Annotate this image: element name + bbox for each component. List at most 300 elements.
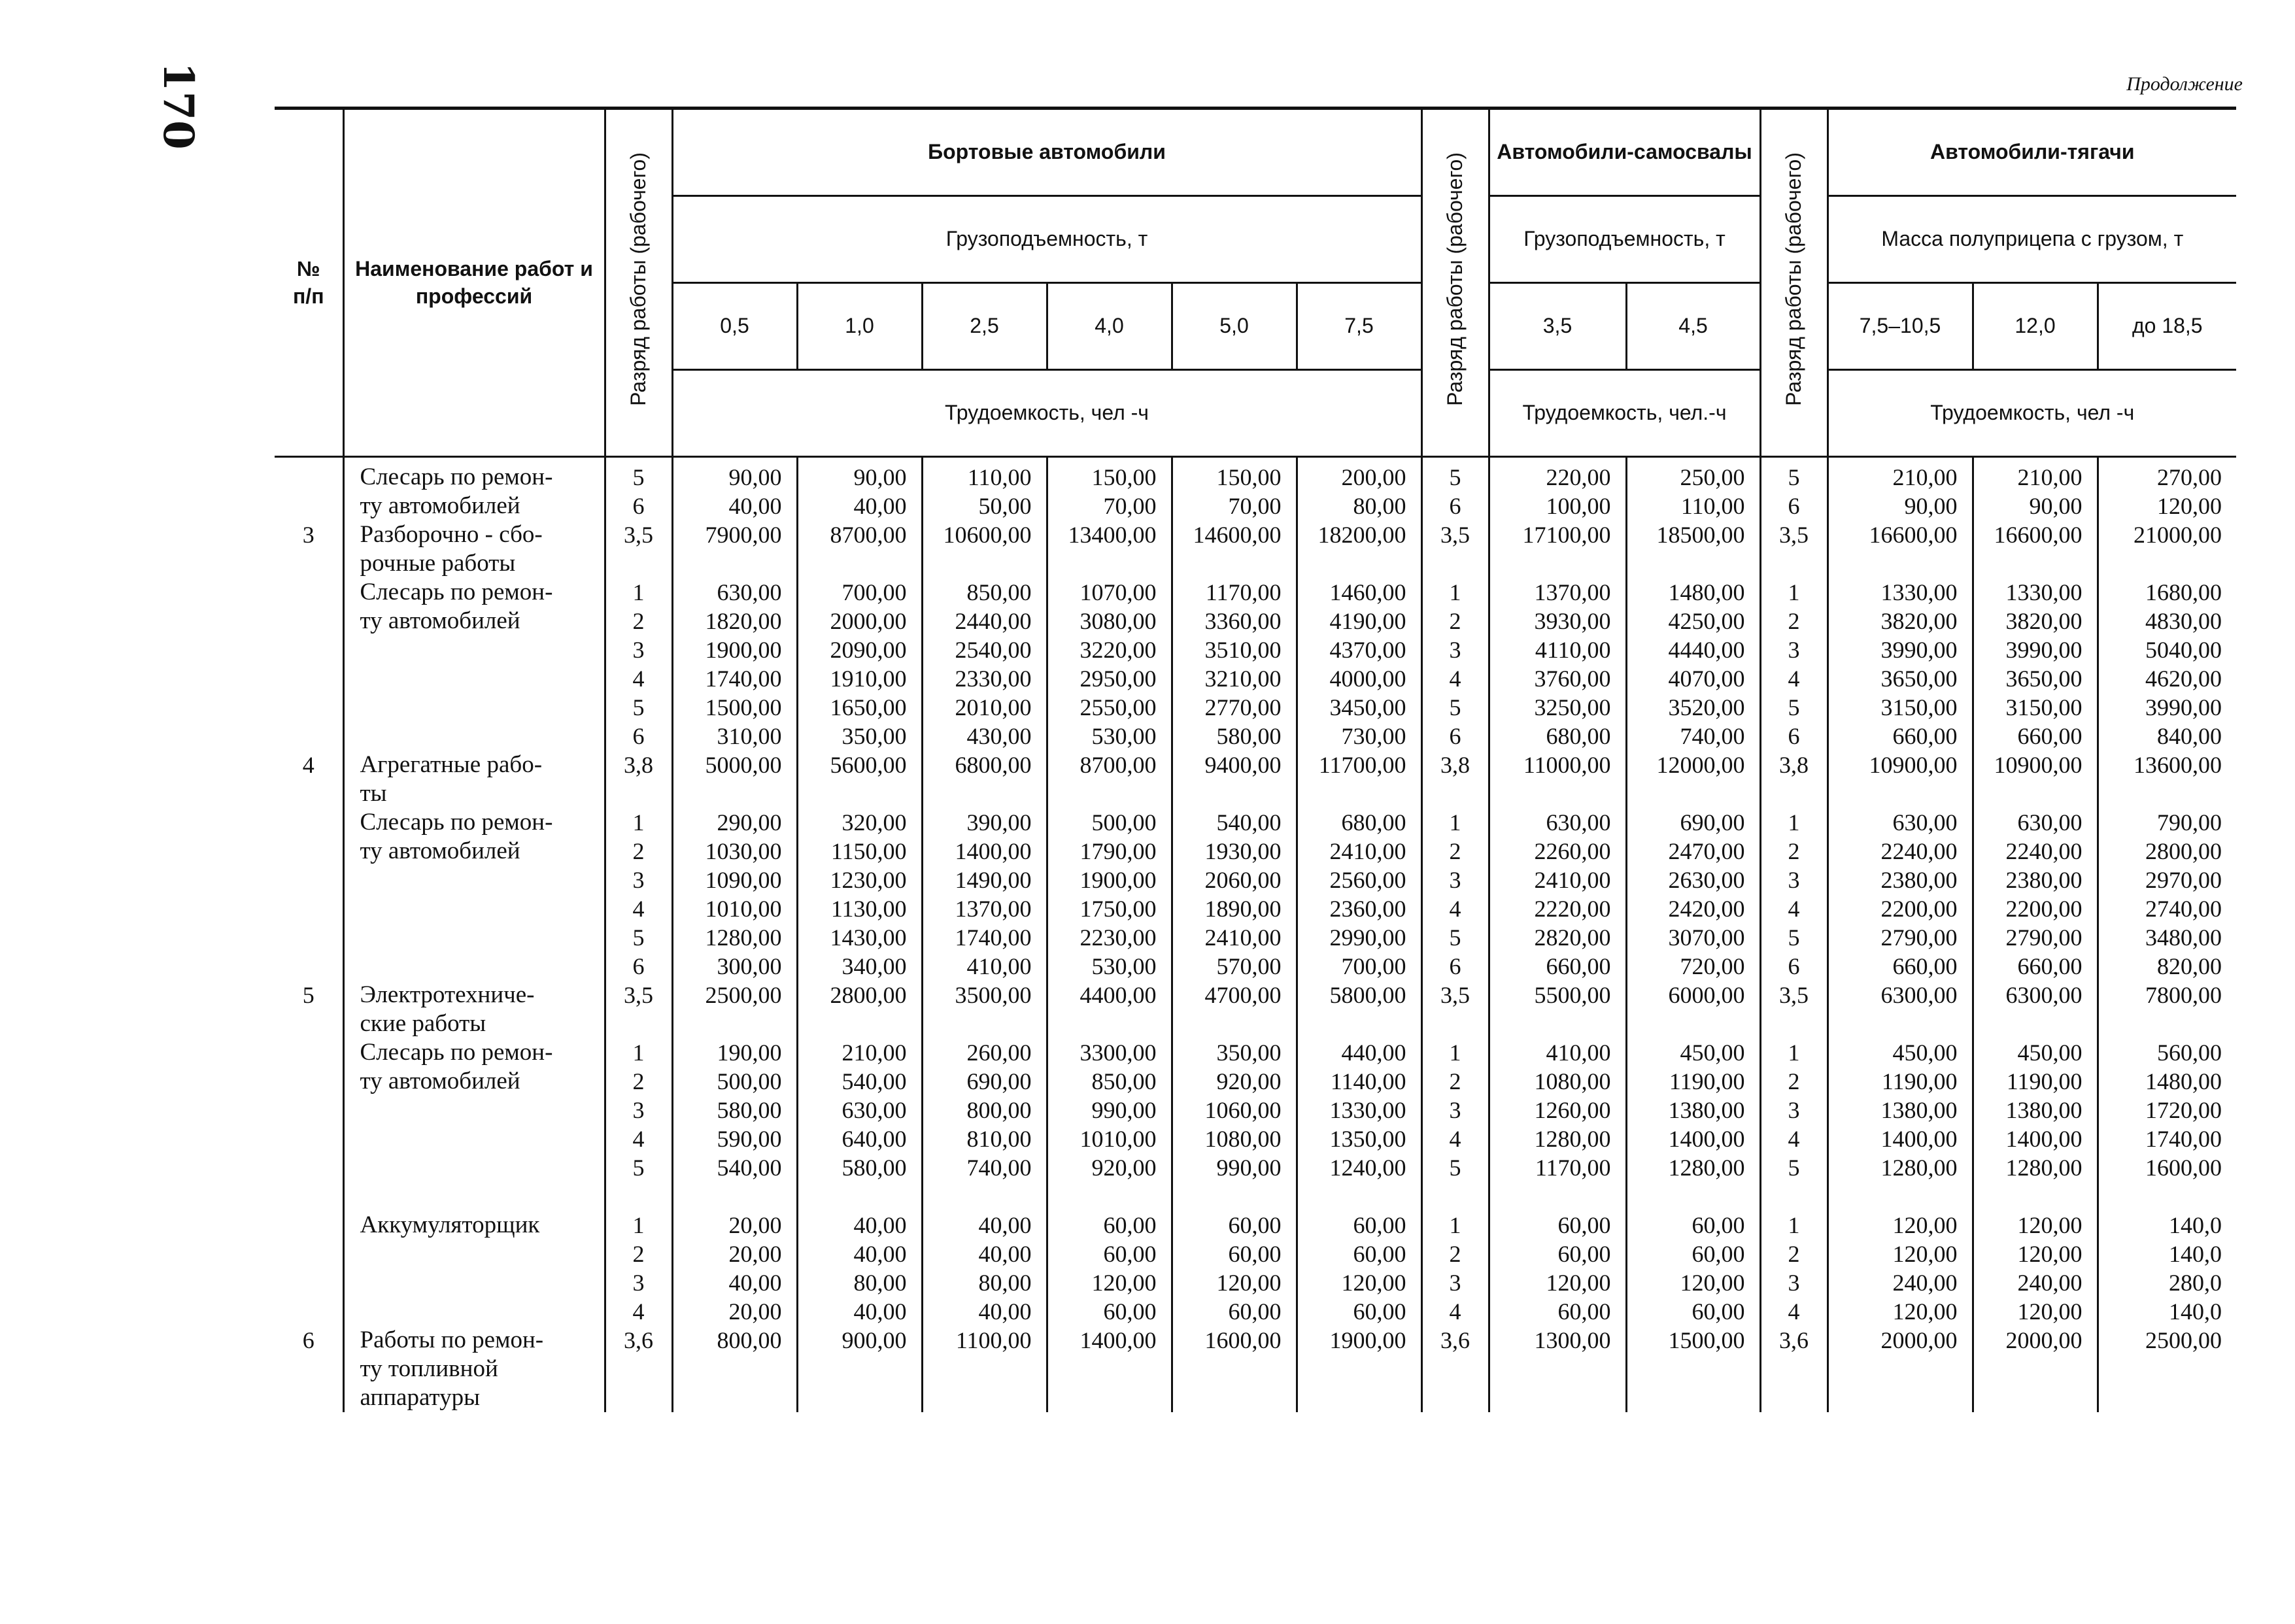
col-grade-1: Разряд работы (рабочего) (605, 109, 672, 457)
table-row (275, 894, 2236, 923)
table-row (275, 578, 2236, 607)
tractor-value: 270,00 (2098, 457, 2236, 492)
flatbed-value: 260,00 (922, 1038, 1047, 1067)
flatbed-value (672, 549, 797, 578)
tractor-value: 120,00 (1973, 1211, 2098, 1240)
row-number (275, 492, 343, 520)
grade-dump (1421, 1355, 1489, 1383)
grade-dump: 4 (1421, 1297, 1489, 1326)
flatbed-value: 60,00 (1047, 1297, 1172, 1326)
flatbed-value: 200,00 (1297, 457, 1421, 492)
tractor-value (1828, 1383, 1973, 1412)
table-header (275, 109, 2236, 457)
flatbed-value: 1930,00 (1172, 837, 1297, 866)
flatbed-value: 1130,00 (797, 894, 922, 923)
flatbed-value (1047, 1009, 1172, 1038)
flatbed-capacity-0: 0,5 (672, 283, 797, 370)
table-row (275, 1038, 2236, 1067)
grade-dump (1421, 1182, 1489, 1211)
grade-tractor: 5 (1760, 693, 1828, 722)
row-number (275, 779, 343, 808)
flatbed-value: 1060,00 (1172, 1096, 1297, 1125)
tractor-value: 210,00 (1973, 457, 2098, 492)
row-number (275, 607, 343, 635)
grade-tractor: 3 (1760, 635, 1828, 664)
flatbed-value: 3300,00 (1047, 1038, 1172, 1067)
tractor-value: 1480,00 (2098, 1067, 2236, 1096)
labor-table (275, 108, 2236, 1412)
tractor-value: 1330,00 (1828, 578, 1973, 607)
row-number (275, 1009, 343, 1038)
table-row (275, 722, 2236, 751)
flatbed-value (797, 549, 922, 578)
grade-dump: 1 (1421, 808, 1489, 837)
flatbed-value (797, 1009, 922, 1038)
flatbed-value: 120,00 (1297, 1268, 1421, 1297)
dump-value: 3250,00 (1489, 693, 1626, 722)
tractor-value: 3650,00 (1828, 664, 1973, 693)
flatbed-value: 1900,00 (1047, 866, 1172, 894)
grade-flatbed: 2 (605, 1240, 672, 1268)
flatbed-value: 40,00 (922, 1211, 1047, 1240)
work-name: ские работы (343, 1009, 605, 1038)
work-name (343, 1153, 605, 1182)
col-grade-2: Разряд работы (рабочего) (1421, 109, 1489, 457)
flatbed-value (922, 779, 1047, 808)
tractor-value: 450,00 (1828, 1038, 1973, 1067)
flatbed-value: 2410,00 (1172, 923, 1297, 952)
row-number (275, 1383, 343, 1412)
flatbed-value: 8700,00 (797, 520, 922, 549)
tractor-value: 1680,00 (2098, 578, 2236, 607)
grade-dump (1421, 779, 1489, 808)
flatbed-value: 60,00 (1172, 1297, 1297, 1326)
flatbed-value (672, 1383, 797, 1412)
grade-tractor: 2 (1760, 607, 1828, 635)
work-name (343, 923, 605, 952)
work-name: ту топливной (343, 1355, 605, 1383)
flatbed-value: 740,00 (922, 1153, 1047, 1182)
row-number (275, 1125, 343, 1153)
col-grade-3: Разряд работы (рабочего) (1760, 109, 1828, 457)
flatbed-value: 2000,00 (797, 607, 922, 635)
tractor-value (1828, 1355, 1973, 1383)
flatbed-value: 2010,00 (922, 693, 1047, 722)
tractor-value: 120,00 (1828, 1297, 1973, 1326)
tractor-value: 1330,00 (1973, 578, 2098, 607)
grade-flatbed: 3 (605, 866, 672, 894)
table-row (275, 952, 2236, 981)
grade-dump: 2 (1421, 1240, 1489, 1268)
tractor-value: 21000,00 (2098, 520, 2236, 549)
flatbed-value (922, 1383, 1047, 1412)
work-name (343, 866, 605, 894)
work-name (343, 664, 605, 693)
tractor-value: 1380,00 (1973, 1096, 2098, 1125)
grade-dump (1421, 1009, 1489, 1038)
dump-value: 720,00 (1626, 952, 1760, 981)
grade-tractor: 6 (1760, 722, 1828, 751)
dump-value: 60,00 (1626, 1297, 1760, 1326)
dump-value: 4250,00 (1626, 607, 1760, 635)
tractor-value: 16600,00 (1973, 520, 2098, 549)
flatbed-value: 60,00 (1297, 1211, 1421, 1240)
flatbed-value (922, 549, 1047, 578)
work-name (343, 952, 605, 981)
tractor-value: 10900,00 (1828, 751, 1973, 779)
dump-value (1626, 1009, 1760, 1038)
tractor-value (1973, 1182, 2098, 1211)
dump-value: 4440,00 (1626, 635, 1760, 664)
row-number (275, 1355, 343, 1383)
work-name (343, 1297, 605, 1326)
flatbed-value (797, 1355, 922, 1383)
flatbed-value (1172, 549, 1297, 578)
tractor-value: 4620,00 (2098, 664, 2236, 693)
row-number: 6 (302, 1327, 314, 1353)
dump-value (1489, 1182, 1626, 1211)
row-number (275, 664, 343, 693)
work-name: Работы по ремон- (343, 1326, 605, 1355)
flatbed-value: 2500,00 (672, 981, 797, 1009)
grade-dump: 3,5 (1421, 520, 1489, 549)
tractor-value (1973, 549, 2098, 578)
flatbed-value: 150,00 (1172, 457, 1297, 492)
grade-tractor: 4 (1760, 1297, 1828, 1326)
continuation-label: Продолжение (2126, 73, 2243, 95)
tractor-value (1973, 1383, 2098, 1412)
table-row (275, 607, 2236, 635)
tractor-value: 2970,00 (2098, 866, 2236, 894)
flatbed-value: 90,00 (797, 457, 922, 492)
row-number (275, 808, 343, 837)
row-number (275, 866, 343, 894)
grade-dump: 6 (1421, 722, 1489, 751)
flatbed-value: 1650,00 (797, 693, 922, 722)
row-number: 5 (302, 982, 314, 1008)
table-row (275, 808, 2236, 837)
dump-value: 120,00 (1489, 1268, 1626, 1297)
page-number: 170 (154, 62, 203, 150)
table-row (275, 923, 2236, 952)
table-row (275, 1096, 2236, 1125)
table-row (275, 1125, 2236, 1153)
tractor-value: 840,00 (2098, 722, 2236, 751)
dump-value: 2260,00 (1489, 837, 1626, 866)
table-row (275, 837, 2236, 866)
flatbed-value: 40,00 (797, 1211, 922, 1240)
flatbed-value: 1230,00 (797, 866, 922, 894)
flatbed-value: 850,00 (1047, 1067, 1172, 1096)
flatbed-value: 2060,00 (1172, 866, 1297, 894)
flatbed-value: 40,00 (797, 1297, 922, 1326)
grade-flatbed: 3 (605, 635, 672, 664)
tractor-value: 120,00 (1828, 1240, 1973, 1268)
row-number (275, 635, 343, 664)
flatbed-value: 1140,00 (1297, 1067, 1421, 1096)
flatbed-value (797, 1182, 922, 1211)
tractor-value: 3150,00 (1973, 693, 2098, 722)
flatbed-value: 3220,00 (1047, 635, 1172, 664)
grade-dump: 4 (1421, 1125, 1489, 1153)
flatbed-value: 1030,00 (672, 837, 797, 866)
dump-value: 6000,00 (1626, 981, 1760, 1009)
table-row (275, 779, 2236, 808)
flatbed-value (672, 1009, 797, 1038)
tractor-value (1828, 549, 1973, 578)
work-name: ты (343, 779, 605, 808)
dump-value: 1280,00 (1626, 1153, 1760, 1182)
flatbed-value (1172, 1182, 1297, 1211)
tractor-value (2098, 1009, 2236, 1038)
grade-tractor (1760, 779, 1828, 808)
dump-value: 1380,00 (1626, 1096, 1760, 1125)
flatbed-value: 40,00 (672, 1268, 797, 1297)
grade-dump: 1 (1421, 578, 1489, 607)
flatbed-value: 530,00 (1047, 722, 1172, 751)
grade-flatbed: 1 (605, 1211, 672, 1240)
dump-value (1626, 1182, 1760, 1211)
flatbed-value: 920,00 (1047, 1153, 1172, 1182)
grade-dump: 3 (1421, 1096, 1489, 1125)
table-row (275, 1211, 2236, 1240)
dump-value: 660,00 (1489, 952, 1626, 981)
grade-flatbed: 5 (605, 693, 672, 722)
flatbed-value: 1890,00 (1172, 894, 1297, 923)
flatbed-value: 990,00 (1172, 1153, 1297, 1182)
flatbed-capacity-label: Грузоподъемность, т (672, 196, 1421, 283)
flatbed-value: 150,00 (1047, 457, 1172, 492)
dump-value (1626, 779, 1760, 808)
row-number (275, 894, 343, 923)
grade-tractor: 2 (1760, 1240, 1828, 1268)
flatbed-value: 690,00 (922, 1067, 1047, 1096)
work-name: Аккумуляторщик (343, 1211, 605, 1240)
flatbed-value: 1070,00 (1047, 578, 1172, 607)
flatbed-value: 2540,00 (922, 635, 1047, 664)
grade-dump: 3 (1421, 635, 1489, 664)
flatbed-value: 390,00 (922, 808, 1047, 837)
tractor-value: 120,00 (1828, 1211, 1973, 1240)
work-name: Разборочно - сбо- (343, 520, 605, 549)
flatbed-value: 300,00 (672, 952, 797, 981)
flatbed-value: 730,00 (1297, 722, 1421, 751)
flatbed-value: 1500,00 (672, 693, 797, 722)
flatbed-value: 500,00 (1047, 808, 1172, 837)
flatbed-value: 3210,00 (1172, 664, 1297, 693)
tractor-value: 660,00 (1828, 952, 1973, 981)
tractor-value: 140,0 (2098, 1211, 2236, 1240)
grade-tractor: 4 (1760, 664, 1828, 693)
col-number: № п/п (275, 109, 343, 457)
flatbed-value: 5600,00 (797, 751, 922, 779)
flatbed-value (1047, 549, 1172, 578)
grade-flatbed (605, 1355, 672, 1383)
flatbed-value: 2330,00 (922, 664, 1047, 693)
dump-value: 120,00 (1626, 1268, 1760, 1297)
row-number (275, 1096, 343, 1125)
tractor-value: 630,00 (1828, 808, 1973, 837)
row-number: 4 (302, 752, 314, 778)
flatbed-value: 920,00 (1172, 1067, 1297, 1096)
grade-dump: 3 (1421, 866, 1489, 894)
table-row (275, 1153, 2236, 1182)
row-number (275, 1182, 343, 1211)
flatbed-value: 120,00 (1047, 1268, 1172, 1297)
tractor-value: 3480,00 (2098, 923, 2236, 952)
grade-dump: 1 (1421, 1038, 1489, 1067)
tractor-value: 2380,00 (1828, 866, 1973, 894)
dump-value (1489, 1383, 1626, 1412)
flatbed-value: 1090,00 (672, 866, 797, 894)
flatbed-value: 20,00 (672, 1297, 797, 1326)
flatbed-value: 2560,00 (1297, 866, 1421, 894)
flatbed-value: 7900,00 (672, 520, 797, 549)
tractor-value: 16600,00 (1828, 520, 1973, 549)
flatbed-value: 90,00 (672, 457, 797, 492)
grade-dump: 3 (1421, 1268, 1489, 1297)
flatbed-value (1297, 1182, 1421, 1211)
flatbed-value: 540,00 (1172, 808, 1297, 837)
flatbed-value: 1240,00 (1297, 1153, 1421, 1182)
flatbed-value: 1900,00 (1297, 1326, 1421, 1355)
table-row (275, 866, 2236, 894)
flatbed-value: 80,00 (797, 1268, 922, 1297)
flatbed-value: 990,00 (1047, 1096, 1172, 1125)
grade-tractor (1760, 1383, 1828, 1412)
tractor-value: 3990,00 (2098, 693, 2236, 722)
flatbed-value: 4700,00 (1172, 981, 1297, 1009)
flatbed-value: 210,00 (797, 1038, 922, 1067)
dump-value: 60,00 (1489, 1297, 1626, 1326)
grade-flatbed: 3,6 (605, 1326, 672, 1355)
table-row (275, 1067, 2236, 1096)
flatbed-capacity-5: 7,5 (1297, 283, 1421, 370)
dump-value (1489, 779, 1626, 808)
tractor-value: 560,00 (2098, 1038, 2236, 1067)
dump-value: 1260,00 (1489, 1096, 1626, 1125)
work-name: Слесарь по ремон- (343, 1038, 605, 1067)
flatbed-value: 340,00 (797, 952, 922, 981)
work-name: Слесарь по ремон- (343, 578, 605, 607)
flatbed-value (1047, 1182, 1172, 1211)
tractor-value: 240,00 (1828, 1268, 1973, 1297)
dump-value: 60,00 (1626, 1240, 1760, 1268)
table-row (275, 981, 2236, 1009)
dump-value: 630,00 (1489, 808, 1626, 837)
table-row (275, 1268, 2236, 1297)
grade-tractor: 6 (1760, 492, 1828, 520)
tractor-value: 2380,00 (1973, 866, 2098, 894)
flatbed-value (797, 1383, 922, 1412)
flatbed-value: 290,00 (672, 808, 797, 837)
grade-dump: 3,6 (1421, 1326, 1489, 1355)
dump-value: 1190,00 (1626, 1067, 1760, 1096)
flatbed-value: 3080,00 (1047, 607, 1172, 635)
dump-value: 60,00 (1489, 1211, 1626, 1240)
dump-value: 3520,00 (1626, 693, 1760, 722)
flatbed-value: 40,00 (922, 1240, 1047, 1268)
flatbed-value: 2410,00 (1297, 837, 1421, 866)
table-row (275, 635, 2236, 664)
grade-flatbed (605, 1009, 672, 1038)
flatbed-value: 540,00 (672, 1153, 797, 1182)
grade-flatbed (605, 779, 672, 808)
flatbed-value: 1430,00 (797, 923, 922, 952)
work-name: ту автомобилей (343, 1067, 605, 1096)
flatbed-value: 6800,00 (922, 751, 1047, 779)
tractor-value: 2800,00 (2098, 837, 2236, 866)
grade-dump: 3,5 (1421, 981, 1489, 1009)
tractor-value: 660,00 (1828, 722, 1973, 751)
tractor-value: 3820,00 (1828, 607, 1973, 635)
tractor-mass-0: 7,5–10,5 (1828, 283, 1973, 370)
group-flatbed-title: Бортовые автомобили (672, 109, 1421, 196)
tractor-value: 2000,00 (1973, 1326, 2098, 1355)
flatbed-value: 700,00 (797, 578, 922, 607)
group-dump-title: Автомобили-самосвалы (1489, 109, 1760, 196)
grade-tractor: 3,6 (1760, 1326, 1828, 1355)
row-number (275, 1038, 343, 1067)
flatbed-value: 5000,00 (672, 751, 797, 779)
flatbed-value: 850,00 (922, 578, 1047, 607)
flatbed-value: 3360,00 (1172, 607, 1297, 635)
tractor-value: 2200,00 (1973, 894, 2098, 923)
flatbed-value: 1010,00 (1047, 1125, 1172, 1153)
flatbed-value: 2800,00 (797, 981, 922, 1009)
flatbed-value: 40,00 (797, 492, 922, 520)
row-number (275, 1240, 343, 1268)
dump-value (1626, 549, 1760, 578)
table-row (275, 693, 2236, 722)
tractor-value: 3990,00 (1828, 635, 1973, 664)
flatbed-value: 1600,00 (1172, 1326, 1297, 1355)
flatbed-value: 1350,00 (1297, 1125, 1421, 1153)
dump-value: 2820,00 (1489, 923, 1626, 952)
grade-flatbed: 4 (605, 1297, 672, 1326)
flatbed-value: 1490,00 (922, 866, 1047, 894)
tractor-value (1973, 1355, 2098, 1383)
grade-tractor: 5 (1760, 923, 1828, 952)
flatbed-value: 530,00 (1047, 952, 1172, 981)
grade-tractor: 4 (1760, 1125, 1828, 1153)
flatbed-value (1297, 1355, 1421, 1383)
flatbed-value: 4000,00 (1297, 664, 1421, 693)
flatbed-value: 1900,00 (672, 635, 797, 664)
flatbed-value: 310,00 (672, 722, 797, 751)
row-number (275, 923, 343, 952)
tractor-value: 1740,00 (2098, 1125, 2236, 1153)
tractor-value (2098, 1182, 2236, 1211)
table-row (275, 520, 2236, 549)
flatbed-value: 10600,00 (922, 520, 1047, 549)
flatbed-value (922, 1182, 1047, 1211)
grade-tractor: 2 (1760, 1067, 1828, 1096)
dump-value: 1170,00 (1489, 1153, 1626, 1182)
tractor-value (2098, 1355, 2236, 1383)
dump-value: 1500,00 (1626, 1326, 1760, 1355)
tractor-value: 660,00 (1973, 952, 2098, 981)
flatbed-value: 1100,00 (922, 1326, 1047, 1355)
flatbed-value: 800,00 (672, 1326, 797, 1355)
grade-dump: 3,8 (1421, 751, 1489, 779)
flatbed-value: 4370,00 (1297, 635, 1421, 664)
grade-tractor: 5 (1760, 457, 1828, 492)
tractor-value: 120,00 (1973, 1240, 2098, 1268)
tractor-value: 1280,00 (1828, 1153, 1973, 1182)
grade-dump: 2 (1421, 1067, 1489, 1096)
grade-tractor: 5 (1760, 1153, 1828, 1182)
